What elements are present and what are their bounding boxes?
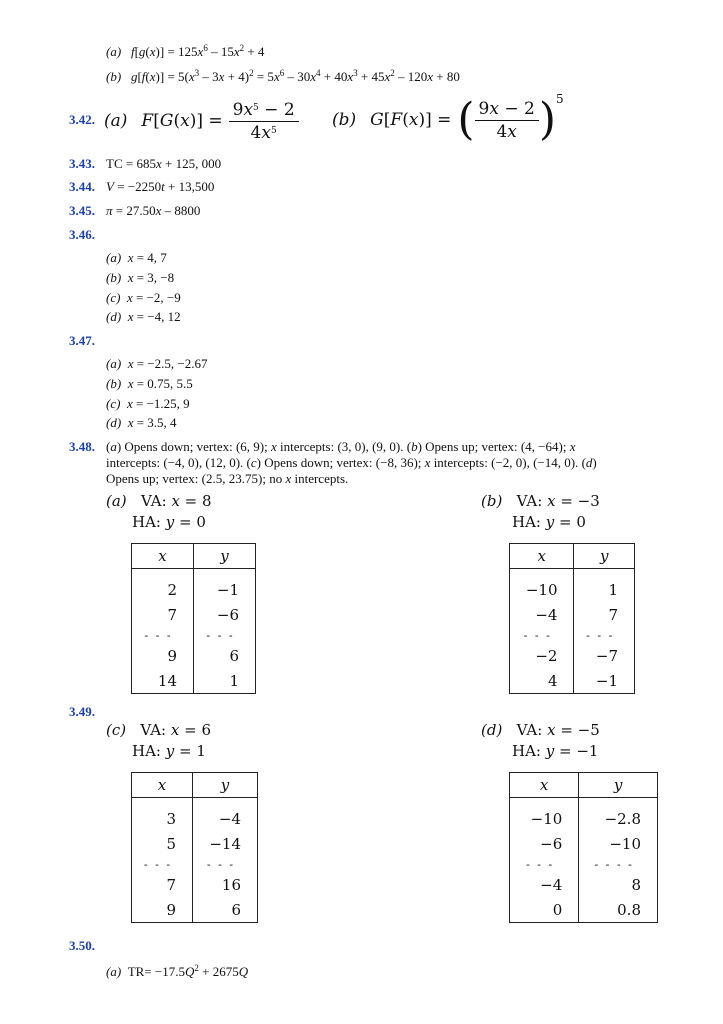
table-cell: - - - bbox=[574, 627, 635, 643]
horizontal-asymptote-c: HA: y = 1 bbox=[132, 742, 206, 760]
table-cell: 8 bbox=[579, 872, 658, 897]
answer-line: (b) x = 0.75, 5.5 bbox=[106, 376, 193, 391]
table-row bbox=[132, 831, 258, 856]
table-cell: −10 bbox=[510, 569, 574, 603]
answer-text: V = −2250t + 13,500 bbox=[106, 179, 215, 194]
answer-line: (d) x = −4, 12 bbox=[106, 309, 181, 324]
table-cell: 14 bbox=[132, 668, 194, 694]
answer-line: (a) x = 4, 7 bbox=[106, 250, 167, 265]
table-row bbox=[132, 643, 256, 668]
values-table-d bbox=[509, 772, 658, 923]
problem-number: 3.45. bbox=[69, 203, 95, 218]
table-cell: −10 bbox=[579, 831, 658, 856]
answer-text: π = 27.50x – 8800 bbox=[106, 203, 201, 218]
table-cell: 3 bbox=[132, 798, 193, 832]
table-cell: - - - - bbox=[579, 856, 658, 872]
table-row bbox=[132, 569, 256, 603]
problem-number: 3.42. bbox=[69, 112, 95, 127]
fraction: $\frac{9x^5 - 2}{4x^5}$ bbox=[229, 100, 299, 143]
table-row bbox=[510, 897, 658, 923]
table-cell: 9 bbox=[132, 643, 194, 668]
asymptotes-b: (b) VA: x = −3 bbox=[481, 492, 600, 510]
table-header: y bbox=[574, 544, 635, 569]
answer-line: (a) $TR= -17.5Q^2 + 2675Q$ bbox=[106, 963, 249, 979]
table-cell: 16 bbox=[192, 872, 257, 897]
values-table-a bbox=[131, 543, 256, 694]
table-row bbox=[132, 668, 256, 694]
table-row bbox=[510, 569, 635, 603]
table-cell: −6 bbox=[194, 602, 256, 627]
table-row bbox=[132, 872, 258, 897]
answer-line: (d) x = 3.5, 4 bbox=[106, 415, 177, 430]
table-row bbox=[510, 602, 635, 627]
table-header: y bbox=[192, 773, 257, 798]
composite-fg: $f[g(x)] = 125x^6 - 15x^2 + 4$ bbox=[130, 43, 265, 59]
answer-line-b bbox=[106, 69, 460, 85]
answer-line: (c) x = −1.25, 9 bbox=[106, 396, 190, 411]
horizontal-asymptote-d: HA: y = −1 bbox=[512, 742, 599, 760]
table-row bbox=[510, 798, 658, 832]
asymptotes-d: (d) VA: x = −5 bbox=[481, 721, 600, 739]
table-cell: - - - bbox=[510, 627, 574, 643]
table-cell: 1 bbox=[574, 569, 635, 603]
composite-GF-formula: (b) G[F(x)] = ( $\frac{9x - 2}{4x}$ ) 5 bbox=[332, 92, 564, 145]
table-cell: −2.8 bbox=[579, 798, 658, 832]
table-row bbox=[510, 831, 658, 856]
table-cell: 2 bbox=[132, 569, 194, 603]
answer-line: (c) x = −2, −9 bbox=[106, 290, 181, 305]
table-cell: 7 bbox=[132, 602, 194, 627]
problem-number: 3.48. bbox=[69, 439, 95, 454]
table-cell: - - - bbox=[132, 856, 193, 872]
table-row bbox=[132, 798, 258, 832]
table-row bbox=[510, 668, 635, 694]
table-header: x bbox=[132, 773, 193, 798]
table-cell: 0.8 bbox=[579, 897, 658, 923]
problem-number: 3.49. bbox=[69, 704, 95, 719]
answer-paragraph: (a) Opens down; vertex: (6, 9); x intercepts: (3, 0), (9, 0). (b) Opens up; vertex: (4, −64); x intercepts: (−4, 0), (12, 0). (c) Opens down; vertex: (−8, 36); x intercepts: (−2, 0), (−14, 0). (d) Opens up; vertex: (2.5, 23.75); no x intercepts. bbox=[106, 439, 597, 486]
table-cell: 5 bbox=[132, 831, 193, 856]
problem-number: 3.46. bbox=[69, 227, 95, 242]
answer-text: TC = 685x + 125, 000 bbox=[106, 156, 222, 171]
table-row bbox=[510, 643, 635, 668]
table-header: x bbox=[510, 773, 579, 798]
table-cell: 0 bbox=[510, 897, 579, 923]
asymptotes-a: (a) VA: x = 8 bbox=[106, 492, 212, 510]
item-label: (a) bbox=[106, 44, 122, 59]
table-cell: −1 bbox=[574, 668, 635, 694]
answer-line: (b) x = 3, −8 bbox=[106, 270, 175, 285]
horizontal-asymptote-b: HA: y = 0 bbox=[512, 513, 586, 531]
table-cell: 7 bbox=[132, 872, 193, 897]
table-cell: −4 bbox=[192, 798, 257, 832]
table-row bbox=[510, 856, 658, 872]
composite-FG-formula: (a) F[G(x)] = $\frac{9x^5 - 2}{4x^5}$ bbox=[104, 96, 299, 146]
fraction: $\frac{9x - 2}{4x}$ bbox=[475, 99, 539, 142]
table-row bbox=[132, 627, 256, 643]
table-cell: −14 bbox=[192, 831, 257, 856]
table-row bbox=[510, 627, 635, 643]
table-cell: - - - bbox=[510, 856, 579, 872]
problem-number: 3.43. bbox=[69, 156, 95, 171]
table-cell: 9 bbox=[132, 897, 193, 923]
table-header: y bbox=[579, 773, 658, 798]
values-table-b bbox=[509, 543, 635, 694]
horizontal-asymptote-a: HA: y = 0 bbox=[132, 513, 206, 531]
table-cell: 1 bbox=[194, 668, 256, 694]
table-row bbox=[132, 856, 258, 872]
table-cell: −7 bbox=[574, 643, 635, 668]
composite-gf: $g[f(x)] = 5(x^3 - 3x + 4)^2 = 5x^6 - 30x^4 + 40x^3 + 45x^2 - 120x + 80$ bbox=[130, 68, 460, 84]
problem-number: 3.44. bbox=[69, 179, 95, 194]
table-cell: 4 bbox=[510, 668, 574, 694]
table-row bbox=[132, 602, 256, 627]
table-row bbox=[132, 897, 258, 923]
table-cell: −1 bbox=[194, 569, 256, 603]
table-header: x bbox=[510, 544, 574, 569]
item-label: (b) bbox=[106, 69, 122, 84]
answer-line-a bbox=[106, 44, 264, 60]
table-cell: 7 bbox=[574, 602, 635, 627]
values-table-c bbox=[131, 772, 258, 923]
table-cell: - - - bbox=[192, 856, 257, 872]
table-header: y bbox=[194, 544, 256, 569]
table-cell: - - - bbox=[194, 627, 256, 643]
table-cell: −4 bbox=[510, 872, 579, 897]
table-cell: −2 bbox=[510, 643, 574, 668]
problem-number: 3.47. bbox=[69, 333, 95, 348]
asymptotes-c: (c) VA: x = 6 bbox=[106, 721, 212, 739]
table-cell: −6 bbox=[510, 831, 579, 856]
table-header: x bbox=[132, 544, 194, 569]
problem-number: 3.50. bbox=[69, 938, 95, 953]
table-cell: 6 bbox=[194, 643, 256, 668]
table-cell: −10 bbox=[510, 798, 579, 832]
table-row bbox=[510, 872, 658, 897]
answer-line: (a) x = −2.5, −2.67 bbox=[106, 356, 208, 371]
table-cell: −4 bbox=[510, 602, 574, 627]
table-cell: 6 bbox=[192, 897, 257, 923]
table-cell: - - - bbox=[132, 627, 194, 643]
